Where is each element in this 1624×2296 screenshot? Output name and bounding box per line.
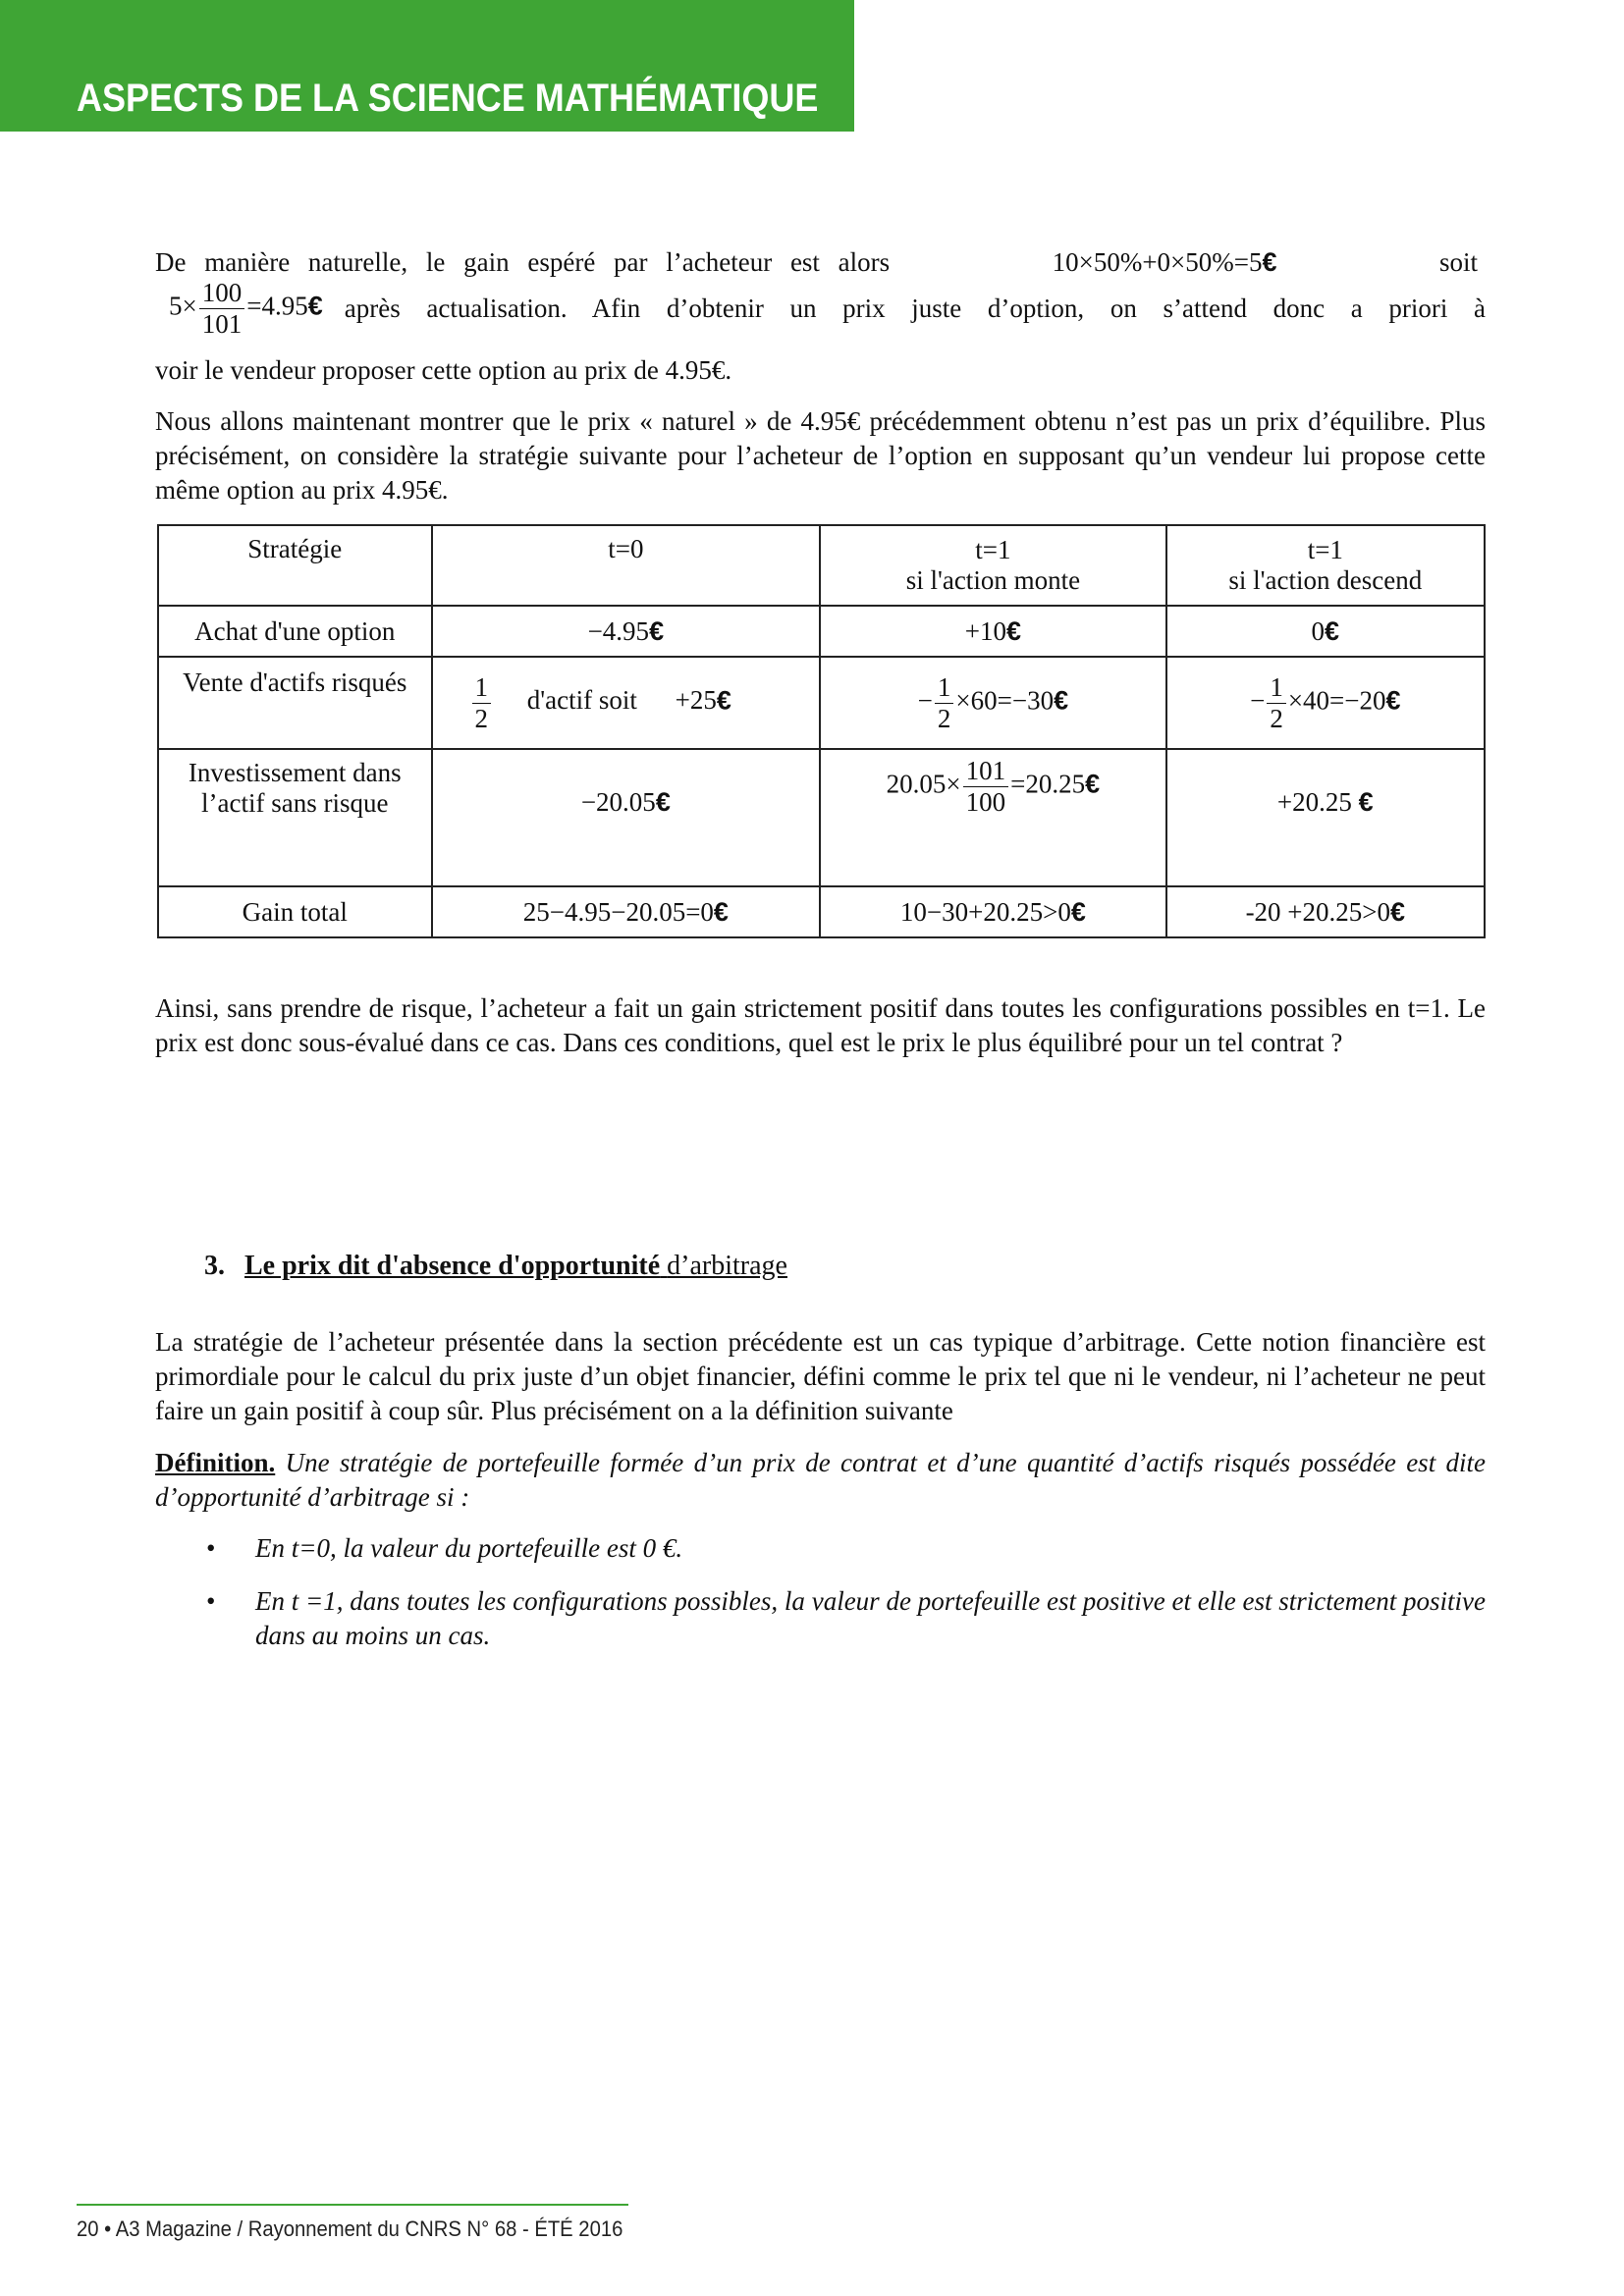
definition-block (155, 1446, 1486, 1515)
euro-symbol: € (1085, 769, 1101, 799)
table-row (158, 657, 1485, 749)
cell-gain-t0 (432, 886, 821, 937)
row-label-invest (158, 749, 432, 886)
cell-gain-down (1166, 886, 1485, 937)
header-t1-up-line2: si l'action monte (905, 565, 1081, 595)
euro-symbol: € (1262, 247, 1277, 277)
row-label-line1: Investissement dans (188, 758, 402, 787)
intro-soit: soit (1438, 247, 1478, 277)
cell-value: =20.25 (1010, 769, 1086, 799)
row-label-vente: Vente d'actifs risqués (158, 657, 432, 749)
cell-gain-up (820, 886, 1165, 937)
section-number: 3. (204, 1251, 225, 1281)
cell-text: d'actif soit (526, 685, 637, 716)
euro-symbol: € (1390, 896, 1406, 927)
formula-left: 5× (169, 291, 197, 321)
cell-value: 20.05× (886, 769, 961, 799)
cell-achat-up (820, 606, 1165, 657)
intro-formula-1 (1053, 245, 1277, 280)
cell-achat-down (1166, 606, 1485, 657)
fraction-denominator: 2 (1270, 703, 1283, 733)
cell-invest-t0 (432, 749, 821, 886)
euro-symbol: € (1325, 615, 1340, 646)
header-t0: t=0 (432, 525, 821, 606)
cell-value: ×40=−20 (1287, 685, 1386, 716)
fraction-numerator: 1 (472, 674, 492, 704)
euro-symbol: € (1358, 787, 1374, 817)
cell-vente-down (1166, 657, 1485, 749)
fraction-numerator: 1 (935, 674, 954, 704)
intro-line-1 (155, 245, 1486, 280)
euro-symbol: € (649, 615, 665, 646)
fraction-denominator: 2 (937, 703, 951, 733)
header-t1-down-line1: t=1 (1307, 535, 1343, 564)
euro-symbol: € (1054, 685, 1069, 716)
intro-paragraph-2: Nous allons maintenant montrer que le prix « naturel » de 4.95€ précédemment obtenu n’est pas un prix d’équilibre. Plus précisément, on considère la stratégie suivante pour l’acheteur de l’option en supposant qu’un vendeur lui propose cette même option au prix 4.95€. (155, 406, 1486, 505)
euro-symbol: € (307, 291, 323, 321)
bullet-icon: • (206, 1586, 216, 1616)
cell-invest-down (1166, 749, 1485, 886)
table-row (158, 606, 1485, 657)
fraction-denominator: 100 (965, 787, 1006, 817)
header-t1-down (1166, 525, 1485, 606)
intro-text-3: voir le vendeur proposer cette option au prix de 4.95€. (155, 355, 732, 385)
row-label-achat: Achat d'une option (158, 606, 432, 657)
cell-value: +20.25 (1276, 787, 1352, 817)
euro-symbol: € (1070, 896, 1086, 927)
table-row (158, 749, 1485, 886)
fraction (935, 671, 954, 733)
header-t1-up-line1: t=1 (975, 535, 1011, 564)
minus-sign: − (1250, 685, 1266, 716)
cell-vente-up (820, 657, 1165, 749)
intro-text-2: après actualisation. Afin d’obtenir un prix juste d’option, on s’attend donc a priori à (344, 294, 1486, 323)
fraction (199, 280, 245, 338)
euro-symbol: € (713, 896, 729, 927)
cell-value: 25−4.95−20.05=0 (522, 896, 714, 927)
header-strategie: Stratégie (158, 525, 432, 606)
cell-value: ×60=−30 (955, 685, 1055, 716)
definition-text: Une stratégie de portefeuille formée d’un prix de contrat et d’une quantité d’actifs risqués possédée est dite d’opportunité d’arbitrage si : (155, 1448, 1487, 1512)
intro-formula-2 (169, 280, 323, 338)
header-t1-up (820, 525, 1165, 606)
intro-line-2 (155, 280, 1486, 338)
fraction-denominator: 2 (474, 703, 489, 733)
formula-text: 10×50%+0×50%=5 (1052, 247, 1263, 277)
cell-value: −20.05 (580, 787, 656, 817)
minus-sign: − (917, 685, 933, 716)
bullet-text: En t=0, la valeur du portefeuille est 0 €. (255, 1533, 683, 1563)
bullet-text: En t =1, dans toutes les configurations possibles, la valeur de portefeuille est positive et elle est strictement positive dans au moins un cas. (255, 1586, 1486, 1650)
footer-divider (77, 2204, 628, 2206)
fraction-numerator: 100 (199, 280, 245, 309)
euro-symbol: € (716, 685, 731, 716)
row-label-gain: Gain total (158, 886, 432, 937)
cell-value: -20 +20.25>0 (1245, 896, 1391, 927)
fraction-numerator: 1 (1267, 674, 1286, 704)
fraction (1267, 671, 1286, 733)
footer-text: 20 • A3 Magazine / Rayonnement du CNRS N° 68 - ÉTÉ 2016 (77, 2216, 623, 2241)
section-3-heading (204, 1251, 787, 1282)
table-row (158, 886, 1485, 937)
section-title-tail: d’arbitrage (667, 1251, 787, 1281)
cell-achat-t0 (432, 606, 821, 657)
euro-symbol: € (655, 787, 671, 817)
section-header-title: ASPECTS DE LA SCIENCE MATHÉMATIQUE (77, 77, 819, 120)
section-title-main: Le prix dit d'absence d'opportunité (244, 1251, 661, 1281)
header-t1-down-line2: si l'action descend (1228, 565, 1423, 595)
cell-value: +10 (964, 615, 1006, 646)
cell-vente-t0 (432, 657, 821, 749)
section-title (244, 1251, 787, 1281)
euro-symbol: € (1385, 685, 1401, 716)
strategy-table (157, 524, 1486, 938)
cell-invest-up (820, 749, 1165, 886)
conclusion-paragraph: Ainsi, sans prendre de risque, l’acheteur a fait un gain strictement positif dans toutes les configurations possibles en t=1. Le prix est donc sous-évalué dans ce cas. Dans ces conditions, quel est le prix le plus équilibré pour un tel contrat ? (155, 993, 1486, 1057)
cell-value: 0 (1311, 615, 1326, 646)
fraction (472, 671, 492, 733)
fraction (963, 758, 1009, 816)
euro-symbol: € (1005, 615, 1022, 646)
fraction-denominator: 101 (201, 309, 243, 339)
cell-value: −4.95 (587, 615, 650, 646)
cell-value: +25 (675, 685, 717, 716)
intro-text-1: De manière naturelle, le gain espéré par l’acheteur est alors (155, 247, 891, 277)
table-header-row (158, 525, 1485, 606)
bullet-icon: • (206, 1533, 216, 1563)
formula-right: =4.95 (246, 291, 308, 321)
row-label-line2: l’actif sans risque (201, 788, 389, 818)
section-3-paragraph: La stratégie de l’acheteur présentée dans la section précédente est un cas typique d’arbitrage. Cette notion financière est primordiale pour le calcul du prix juste d’un objet financier, défini comme le prix tel que ni le vendeur, ni l’acheteur ne peut faire un gain positif à coup sûr. Plus précisément on a la définition suivante (155, 1327, 1486, 1425)
cell-value: 10−30+20.25>0 (899, 896, 1071, 927)
fraction-numerator: 101 (963, 758, 1009, 787)
definition-label: Définition. (155, 1448, 276, 1477)
